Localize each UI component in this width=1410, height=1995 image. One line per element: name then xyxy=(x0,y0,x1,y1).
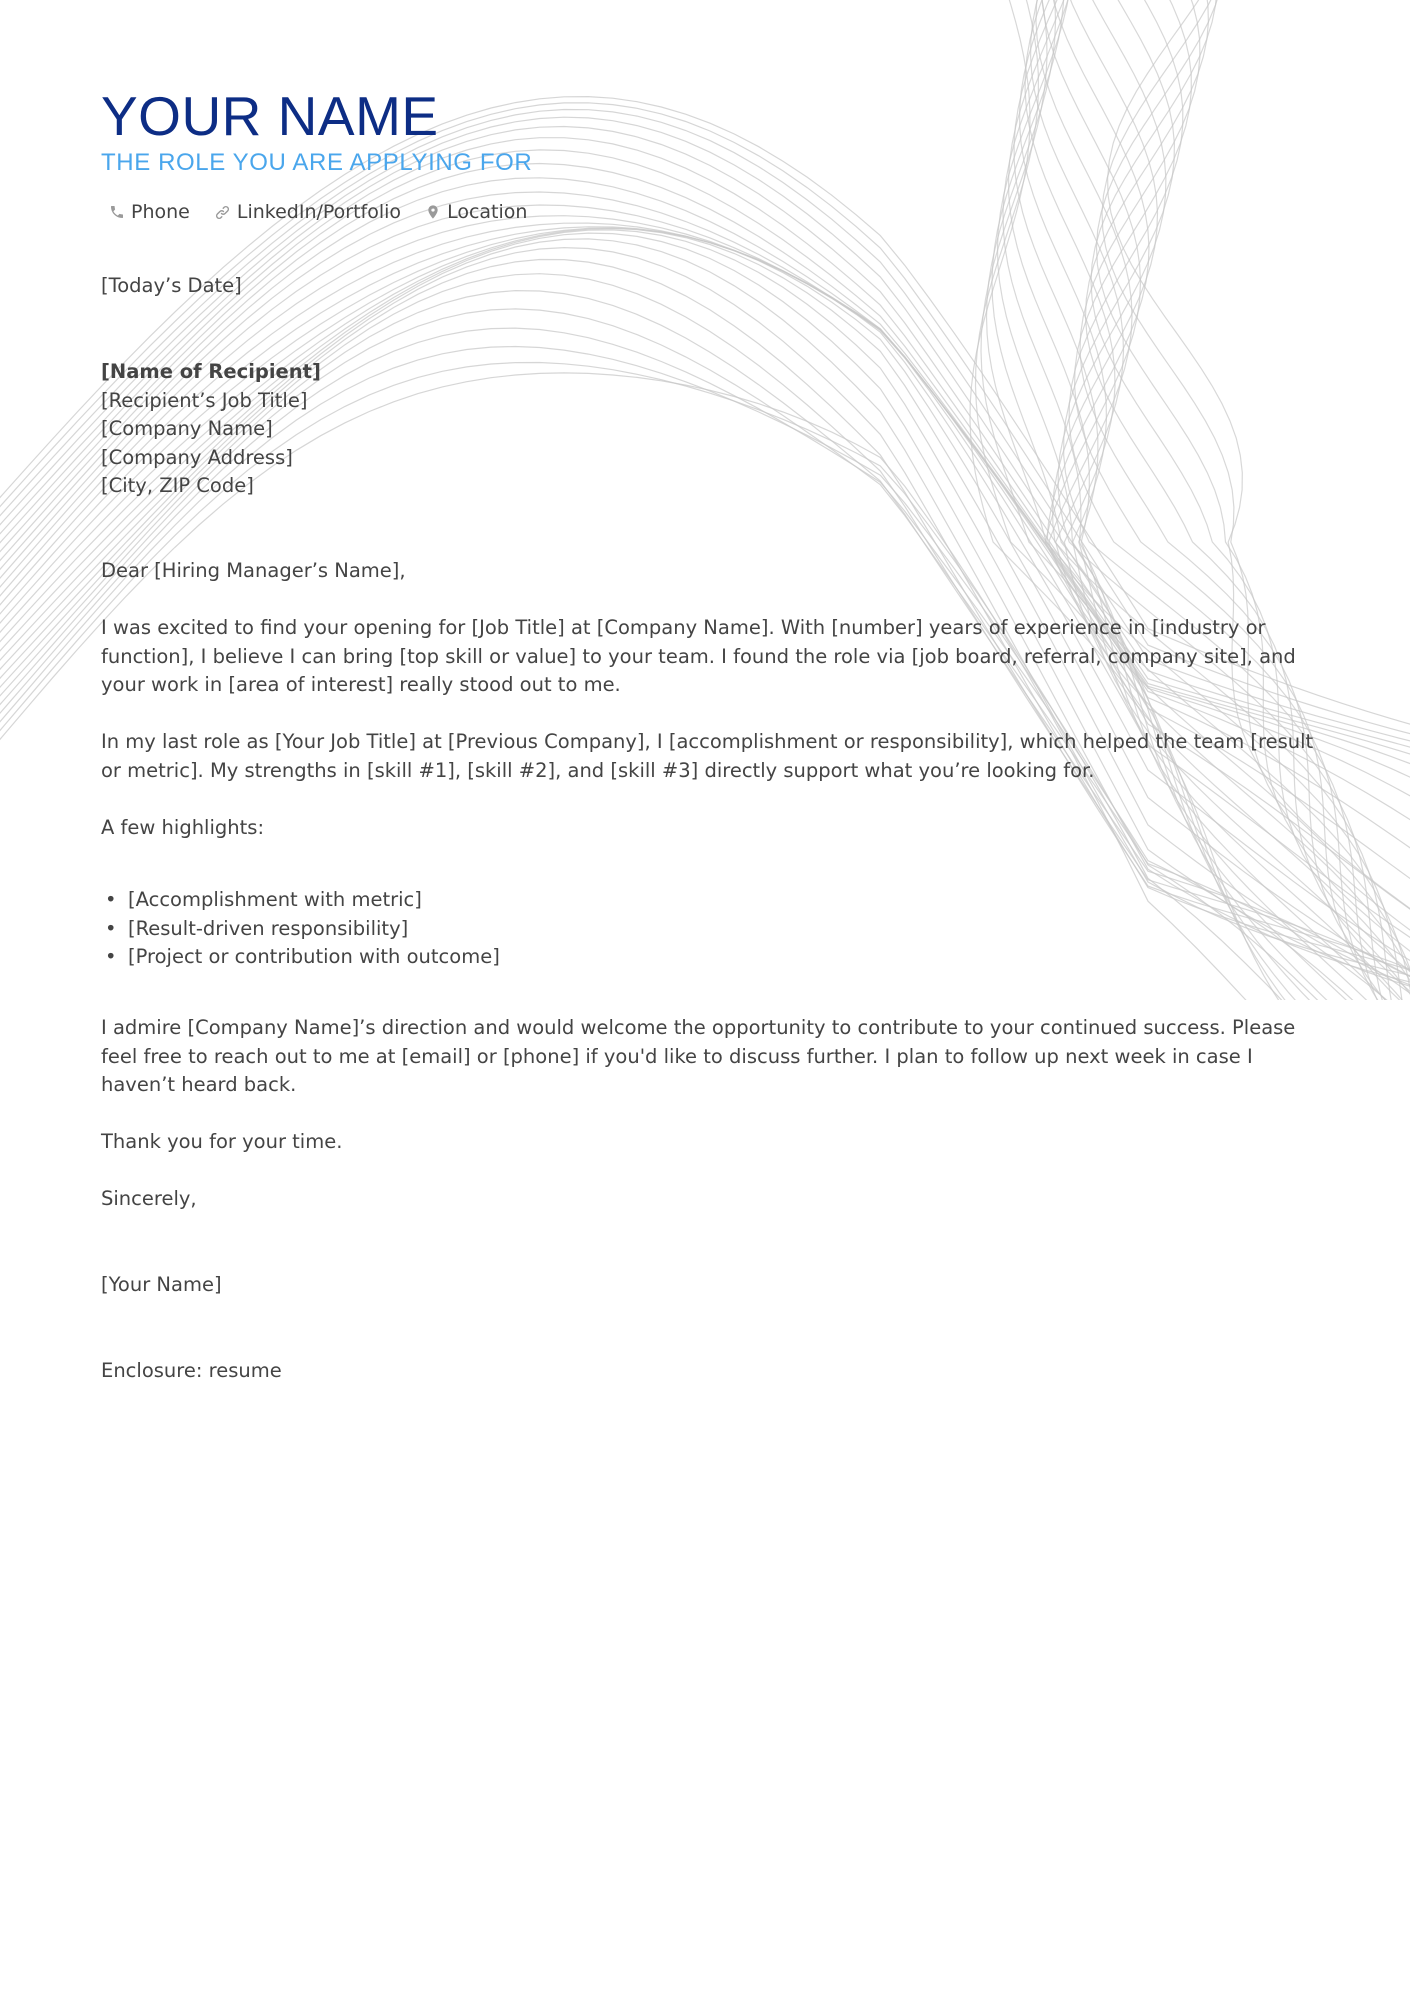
highlight-text: [Result-driven responsibility] xyxy=(128,916,409,940)
applicant-name: YOUR NAME xyxy=(101,85,439,147)
wave-line xyxy=(0,233,1410,989)
highlights-list xyxy=(101,886,500,972)
highlight-text: [Accomplishment with metric] xyxy=(128,888,422,911)
enclosure-note: Enclosure: resume xyxy=(101,1359,282,1382)
bullet-icon: • xyxy=(105,945,117,968)
body-paragraph-2: In my last role as [Your Job Title] at [Previous Company], I [accomplishment or responsibility], which helped the team [result or metric]. My strengths in [skill #1], [skill #2], and [skill #3] directly support what you’re looking for. xyxy=(101,730,1314,782)
greeting: Dear [Hiring Manager’s Name], xyxy=(101,559,406,582)
wave-line xyxy=(0,205,1410,900)
contact-location xyxy=(425,197,527,227)
thank-you-line: Thank you for your time. xyxy=(101,1130,343,1153)
wave-line xyxy=(0,229,1410,997)
contact-phone xyxy=(109,197,190,227)
recipient-company: [Company Name] xyxy=(101,417,273,440)
letter-date: [Today’s Date] xyxy=(101,274,242,297)
applied-role: THE ROLE YOU ARE APPLYING FOR xyxy=(101,149,533,176)
recipient-name: [Name of Recipient] xyxy=(101,360,321,383)
body-paragraph-1: I was excited to find your opening for [Job Title] at [Company Name]. With [number] years of experience in [industry or function], I believe I can bring [top skill or value] to your team. I found the role via [job board, referral, company site], and your work in [area of interest] really stood out to me. xyxy=(101,616,1296,696)
location-pin-icon xyxy=(425,203,441,221)
contact-location-label: Location xyxy=(447,201,528,223)
list-item xyxy=(101,915,500,944)
recipient-city-zip: [City, ZIP Code] xyxy=(101,474,254,497)
wave-line xyxy=(0,227,1410,978)
recipient-job-title: [Recipient’s Job Title] xyxy=(101,388,308,412)
link-icon xyxy=(214,204,231,221)
wave-line xyxy=(0,230,1410,995)
contact-row xyxy=(109,197,551,227)
contact-phone-label: Phone xyxy=(131,201,190,223)
contact-linkedin-portfolio xyxy=(214,197,401,227)
list-item xyxy=(101,886,500,915)
highlights-intro: A few highlights: xyxy=(101,816,265,839)
signature-name: [Your Name] xyxy=(101,1273,222,1296)
recipient-block xyxy=(101,358,1321,501)
body-paragraph-3: I admire [Company Name]’s direction and would welcome the opportunity to contribute to your continued success. Please feel free to reach out to me at [email] or [phone] if you'd like to discuss further. I plan to follow up next week in case I haven’t heard back. xyxy=(101,1016,1296,1096)
closing: Sincerely, xyxy=(101,1187,197,1210)
phone-icon xyxy=(109,204,125,220)
list-item xyxy=(101,943,500,972)
contact-linkedin-label: LinkedIn/Portfolio xyxy=(236,201,402,223)
bullet-icon: • xyxy=(105,916,117,940)
highlight-text: [Project or contribution with outcome] xyxy=(128,945,500,968)
recipient-address: [Company Address] xyxy=(101,445,293,469)
bullet-icon: • xyxy=(105,888,117,911)
